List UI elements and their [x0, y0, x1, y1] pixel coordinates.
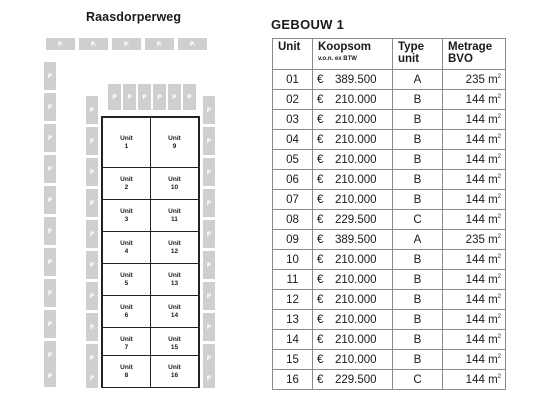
area-value: 235: [465, 233, 485, 246]
cell-type: B: [393, 350, 443, 370]
table-row: [273, 70, 506, 90]
area-value: 144: [465, 373, 485, 386]
header-area: [443, 39, 506, 70]
parking-spot: P: [44, 62, 56, 90]
header-area-label: Metrage: [448, 41, 493, 53]
cell-price: [313, 90, 393, 110]
cell-type: C: [393, 370, 443, 390]
cell-unit: 08: [273, 210, 313, 230]
area-value: 235: [465, 73, 485, 86]
cell-area: [443, 290, 506, 310]
unit-9: Unit 9: [150, 117, 199, 168]
price-value: 389.500: [335, 73, 377, 86]
area-unit: m: [488, 313, 498, 326]
cell-area: [443, 90, 506, 110]
area-unit-sup: 2: [497, 313, 501, 320]
table-row: [273, 250, 506, 270]
parking-spot: P: [44, 155, 56, 183]
area-unit-sup: 2: [497, 153, 501, 160]
table-row: [273, 230, 506, 250]
parking-spot: P: [203, 344, 215, 372]
area-unit-sup: 2: [497, 333, 501, 340]
parking-spot: P: [183, 84, 196, 110]
price-value: 210.000: [335, 333, 377, 346]
cell-unit: 04: [273, 130, 313, 150]
cell-price: [313, 370, 393, 390]
parking-spot: P: [44, 310, 56, 338]
unit-11: Unit 11: [150, 199, 199, 232]
area-value: 144: [465, 293, 485, 306]
table-row: [273, 290, 506, 310]
street-name: Raasdorperweg: [86, 10, 182, 24]
unit-13: Unit 13: [150, 263, 199, 296]
area-unit: m: [488, 213, 498, 226]
cell-unit: 15: [273, 350, 313, 370]
area-unit: m: [488, 233, 498, 246]
parking-spot: P: [203, 282, 215, 310]
cell-price: [313, 290, 393, 310]
header-unit: [273, 39, 313, 70]
area-unit: m: [488, 273, 498, 286]
area-unit-sup: 2: [497, 233, 501, 240]
parking-spot: P: [44, 93, 56, 121]
unit-7: Unit 7: [102, 327, 151, 360]
area-unit: m: [488, 373, 498, 386]
currency-symbol: €: [317, 293, 324, 306]
area-unit: m: [488, 253, 498, 266]
unit-5: Unit 5: [102, 263, 151, 296]
table-body: [273, 70, 506, 390]
area-unit-sup: 2: [497, 273, 501, 280]
cell-area: [443, 250, 506, 270]
cell-area: [443, 170, 506, 190]
cell-unit: 02: [273, 90, 313, 110]
currency-symbol: €: [317, 213, 324, 226]
cell-unit: 07: [273, 190, 313, 210]
table-row: [273, 110, 506, 130]
cell-type: B: [393, 190, 443, 210]
parking-spot: P: [44, 279, 56, 307]
parking-spot: P: [138, 84, 151, 110]
table-row: [273, 90, 506, 110]
area-unit: m: [488, 173, 498, 186]
price-value: 210.000: [335, 133, 377, 146]
area-value: 144: [465, 173, 485, 186]
area-unit-sup: 2: [497, 253, 501, 260]
price-value: 210.000: [335, 273, 377, 286]
parking-spot: P: [86, 251, 98, 279]
parking-spot: P: [123, 84, 136, 110]
parking-spot: P: [86, 313, 98, 341]
table-row: [273, 370, 506, 390]
parking-spot: P: [44, 365, 56, 387]
parking-spot: P.: [79, 38, 108, 50]
area-value: 144: [465, 153, 485, 166]
cell-unit: 06: [273, 170, 313, 190]
area-value: 144: [465, 333, 485, 346]
currency-symbol: €: [317, 193, 324, 206]
area-unit-sup: 2: [497, 353, 501, 360]
cell-type: B: [393, 290, 443, 310]
parking-spot: P.: [112, 38, 141, 50]
price-value: 229.500: [335, 213, 377, 226]
cell-area: [443, 350, 506, 370]
parking-spot: P: [203, 368, 215, 388]
cell-unit: 12: [273, 290, 313, 310]
cell-area: [443, 70, 506, 90]
cell-price: [313, 270, 393, 290]
unit-2: Unit 2: [102, 167, 151, 200]
table-header-row: [273, 39, 506, 70]
area-unit: m: [488, 353, 498, 366]
area-unit: m: [488, 193, 498, 206]
area-unit: m: [488, 133, 498, 146]
cell-type: B: [393, 330, 443, 350]
cell-area: [443, 330, 506, 350]
header-unit-label: Unit: [278, 41, 301, 53]
unit-6: Unit 6: [102, 295, 151, 328]
parking-spot: P: [108, 84, 121, 110]
parking-spot: P: [203, 96, 215, 124]
cell-price: [313, 350, 393, 370]
area-unit: m: [488, 73, 498, 86]
table-row: [273, 350, 506, 370]
cell-price: [313, 150, 393, 170]
table-row: [273, 330, 506, 350]
cell-unit: 14: [273, 330, 313, 350]
parking-spot: P: [168, 84, 181, 110]
unit-3: Unit 3: [102, 199, 151, 232]
cell-unit: 13: [273, 310, 313, 330]
building-title: GEBOUW 1: [271, 17, 345, 32]
area-unit: m: [488, 93, 498, 106]
cell-price: [313, 110, 393, 130]
cell-area: [443, 190, 506, 210]
cell-type: C: [393, 210, 443, 230]
area-value: 144: [465, 253, 485, 266]
parking-spot: P.: [145, 38, 174, 50]
cell-type: B: [393, 150, 443, 170]
cell-price: [313, 130, 393, 150]
currency-symbol: €: [317, 73, 324, 86]
header-area-label-2: BVO: [448, 53, 473, 66]
price-value: 210.000: [335, 193, 377, 206]
header-price-sublabel: v.o.n. ex BTW: [318, 56, 357, 63]
cell-type: B: [393, 110, 443, 130]
header-type-label: Type: [398, 41, 424, 53]
parking-spot: P.: [46, 38, 75, 50]
cell-unit: 05: [273, 150, 313, 170]
cell-unit: 03: [273, 110, 313, 130]
unit-16: Unit 16: [150, 355, 199, 388]
cell-area: [443, 370, 506, 390]
cell-area: [443, 150, 506, 170]
area-value: 144: [465, 113, 485, 126]
area-value: 144: [465, 193, 485, 206]
cell-price: [313, 310, 393, 330]
price-value: 210.000: [335, 353, 377, 366]
header-type: [393, 39, 443, 70]
parking-spot: P: [86, 189, 98, 217]
unit-14: Unit 14: [150, 295, 199, 328]
area-unit: m: [488, 153, 498, 166]
parking-spot: P: [44, 124, 56, 152]
cell-type: B: [393, 170, 443, 190]
price-value: 210.000: [335, 113, 377, 126]
area-unit: m: [488, 293, 498, 306]
table-row: [273, 130, 506, 150]
area-value: 144: [465, 273, 485, 286]
cell-unit: 10: [273, 250, 313, 270]
area-unit-sup: 2: [497, 213, 501, 220]
table-row: [273, 310, 506, 330]
parking-spot: P: [86, 344, 98, 372]
parking-spot: P: [86, 96, 98, 124]
cell-type: B: [393, 130, 443, 150]
cell-unit: 11: [273, 270, 313, 290]
cell-price: [313, 230, 393, 250]
header-price-label: Koopsom: [318, 41, 372, 53]
cell-area: [443, 310, 506, 330]
table-row: [273, 190, 506, 210]
parking-spot: P: [86, 368, 98, 388]
parking-spot: P: [203, 251, 215, 279]
cell-price: [313, 250, 393, 270]
price-value: 210.000: [335, 313, 377, 326]
cell-type: A: [393, 70, 443, 90]
table-row: [273, 270, 506, 290]
area-value: 144: [465, 213, 485, 226]
parking-spot: P: [44, 248, 56, 276]
header-type-label-2: unit: [398, 53, 420, 66]
currency-symbol: €: [317, 353, 324, 366]
price-value: 210.000: [335, 93, 377, 106]
currency-symbol: €: [317, 233, 324, 246]
parking-spot: P: [203, 220, 215, 248]
currency-symbol: €: [317, 113, 324, 126]
cell-area: [443, 210, 506, 230]
cell-price: [313, 170, 393, 190]
parking-spot: P: [203, 127, 215, 155]
cell-unit: 01: [273, 70, 313, 90]
cell-area: [443, 110, 506, 130]
parking-spot: P: [44, 217, 56, 245]
header-price: [313, 39, 393, 70]
area-value: 144: [465, 133, 485, 146]
price-table: [272, 38, 506, 390]
cell-area: [443, 270, 506, 290]
building-outline: [101, 116, 200, 388]
cell-unit: 16: [273, 370, 313, 390]
currency-symbol: €: [317, 253, 324, 266]
cell-type: B: [393, 90, 443, 110]
table-row: [273, 150, 506, 170]
unit-10: Unit 10: [150, 167, 199, 200]
price-value: 210.000: [335, 293, 377, 306]
area-unit-sup: 2: [497, 173, 501, 180]
parking-spot: P: [86, 220, 98, 248]
parking-spot: P: [153, 84, 166, 110]
parking-spot: P: [203, 158, 215, 186]
table-row: [273, 170, 506, 190]
cell-price: [313, 190, 393, 210]
currency-symbol: €: [317, 133, 324, 146]
currency-symbol: €: [317, 373, 324, 386]
table-row: [273, 210, 506, 230]
cell-price: [313, 70, 393, 90]
area-unit-sup: 2: [497, 93, 501, 100]
cell-price: [313, 210, 393, 230]
parking-spot: P.: [178, 38, 207, 50]
area-unit-sup: 2: [497, 133, 501, 140]
parking-spot: P: [44, 186, 56, 214]
parking-spot: P: [203, 313, 215, 341]
unit-15: Unit 15: [150, 327, 199, 360]
currency-symbol: €: [317, 173, 324, 186]
cell-type: B: [393, 270, 443, 290]
currency-symbol: €: [317, 273, 324, 286]
price-value: 229.500: [335, 373, 377, 386]
currency-symbol: €: [317, 153, 324, 166]
area-unit: m: [488, 333, 498, 346]
currency-symbol: €: [317, 93, 324, 106]
site-plan: [0, 0, 260, 400]
cell-type: A: [393, 230, 443, 250]
price-value: 210.000: [335, 153, 377, 166]
area-value: 144: [465, 93, 485, 106]
area-unit-sup: 2: [497, 373, 501, 380]
parking-spot: P: [86, 158, 98, 186]
parking-spot: P: [203, 189, 215, 217]
currency-symbol: €: [317, 333, 324, 346]
price-value: 210.000: [335, 173, 377, 186]
area-unit-sup: 2: [497, 113, 501, 120]
price-value: 389.500: [335, 233, 377, 246]
area-value: 144: [465, 353, 485, 366]
cell-area: [443, 230, 506, 250]
parking-spot: P: [86, 282, 98, 310]
cell-area: [443, 130, 506, 150]
area-unit: m: [488, 113, 498, 126]
price-value: 210.000: [335, 253, 377, 266]
area-value: 144: [465, 313, 485, 326]
area-unit-sup: 2: [497, 73, 501, 80]
currency-symbol: €: [317, 313, 324, 326]
parking-spot: P: [44, 341, 56, 369]
cell-price: [313, 330, 393, 350]
unit-12: Unit 12: [150, 231, 199, 264]
unit-8: Unit 8: [102, 355, 151, 388]
unit-4: Unit 4: [102, 231, 151, 264]
area-unit-sup: 2: [497, 193, 501, 200]
cell-unit: 09: [273, 230, 313, 250]
parking-spot: P: [86, 127, 98, 155]
cell-type: B: [393, 310, 443, 330]
cell-type: B: [393, 250, 443, 270]
unit-1: Unit 1: [102, 117, 151, 168]
area-unit-sup: 2: [497, 293, 501, 300]
